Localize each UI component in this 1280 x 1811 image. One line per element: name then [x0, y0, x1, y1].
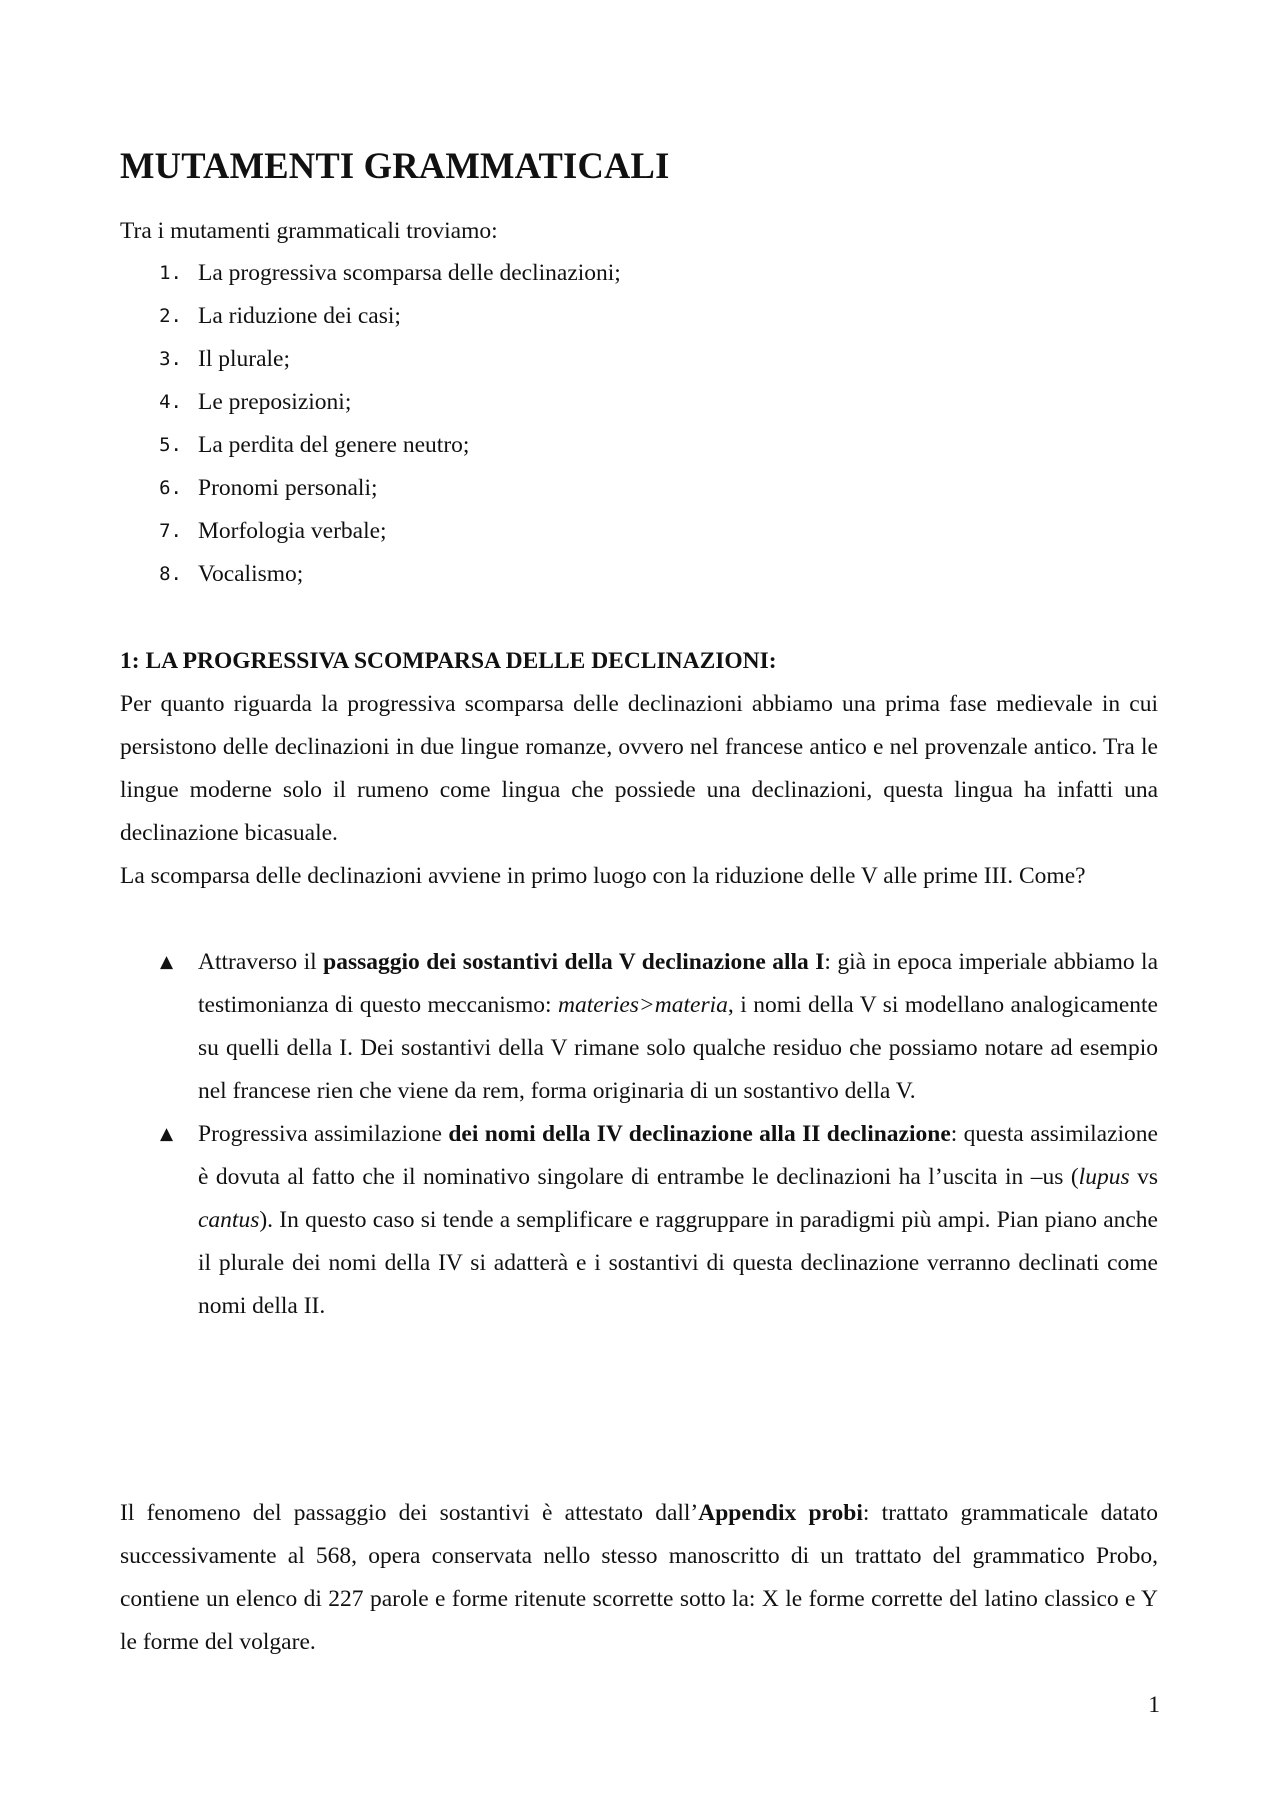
bullet-text: , i nomi della V si modellano analogicamente su quelli della I. Dei sostantivi della V rimane solo qualche residuo che possiamo notare ad esempio nel francese rien che viene da rem, forma originaria di un sostantivo della V.	[198, 992, 1158, 1104]
bullet-text: : già in epoca imperiale abbiamo la testimonianza di questo meccanismo:	[198, 949, 1159, 1018]
intro-text: Tra i mutamenti grammaticali troviamo:	[120, 218, 498, 244]
list-item	[120, 467, 621, 510]
list-number: 3.	[159, 348, 182, 370]
triangle-bullet-icon: ▲	[160, 1124, 174, 1144]
list-item-text: Le preposizioni;	[198, 389, 352, 415]
paragraph: La scomparsa delle declinazioni avviene in primo luogo con la riduzione delle V alle prime III. Come?	[120, 863, 1086, 889]
list-item	[120, 553, 621, 596]
list-item	[120, 295, 621, 338]
list-item	[120, 338, 621, 381]
list-number: 5.	[159, 434, 182, 456]
list-item-text: Vocalismo;	[198, 561, 304, 587]
section-heading: 1: LA PROGRESSIVA SCOMPARSA DELLE DECLINAZIONI:	[120, 648, 777, 674]
paragraph	[120, 1492, 1158, 1664]
bullet-item	[120, 1113, 1158, 1328]
paragraph-text: : trattato grammaticale datato successivamente al 568, opera conservata nello stesso manoscritto di un trattato del grammatico Probo, contiene un elenco di 227 parole e forme ritenute scorrette sotto la: X le forme corrette del latino classico e Y le forme del volgare.	[120, 1500, 1159, 1655]
list-number: 4.	[159, 391, 182, 413]
list-item-text: Il plurale;	[198, 346, 291, 372]
list-item	[120, 252, 621, 295]
list-item-text: Morfologia verbale;	[198, 518, 387, 544]
list-item-text: La perdita del genere neutro;	[198, 432, 470, 458]
bullet-bold-text: passaggio dei sostantivi della V declinazione alla I	[323, 949, 825, 975]
bullet-italic-text: materies>materia	[558, 992, 728, 1018]
list-item-text: La riduzione dei casi;	[198, 303, 401, 329]
bullet-text: vs	[1129, 1164, 1158, 1190]
bullet-text: ). In questo caso si tende a semplificare e raggruppare in paradigmi più ampi. Pian piano anche il plurale dei nomi della IV si adatterà e i sostantivi di questa declinazione verranno declinati come nomi della II.	[198, 1207, 1158, 1319]
page-title: MUTAMENTI GRAMMATICALI	[120, 145, 670, 186]
list-number: 7.	[159, 520, 182, 542]
page-number: 1	[1148, 1692, 1160, 1718]
paragraph-text: Il fenomeno del passaggio dei sostantivi è attestato dall’	[120, 1500, 699, 1526]
list-number: 6.	[159, 477, 182, 499]
list-number: 8.	[159, 563, 182, 585]
list-item-text: Pronomi personali;	[198, 475, 378, 501]
triangle-bullet-icon: ▲	[160, 952, 174, 972]
bullet-text: Progressiva assimilazione	[198, 1121, 449, 1147]
list-number: 2.	[159, 305, 182, 327]
bullet-text: Attraverso il	[198, 949, 324, 975]
paragraph: Per quanto riguarda la progressiva scomparsa delle declinazioni abbiamo una prima fase medievale in cui persistono delle declinazioni in due lingue romanze, ovvero nel francese antico e nel provenzale antico. Tra le lingue moderne solo il rumeno come lingua che possiede una declinazioni, questa lingua ha infatti una declinazione bicasuale.	[120, 691, 1158, 846]
bullet-item	[120, 941, 1158, 1113]
bullet-text: : questa assimilazione è dovuta al fatto che il nominativo singolare di entrambe le declinazioni ha l’uscita in –us (	[198, 1121, 1158, 1190]
list-item	[120, 381, 621, 424]
list-item	[120, 510, 621, 553]
paragraph-bold-text: Appendix probi	[698, 1500, 863, 1526]
bullet-bold-text: dei nomi della IV declinazione alla II declinazione	[448, 1121, 951, 1147]
topics-list	[120, 252, 621, 596]
list-item	[120, 424, 621, 467]
list-number: 1.	[159, 262, 182, 284]
bullet-list	[120, 941, 1158, 1328]
bullet-italic-text: cantus	[198, 1207, 260, 1233]
list-item-text: La progressiva scomparsa delle declinazioni;	[198, 260, 621, 286]
bullet-italic-text: lupus	[1078, 1164, 1130, 1190]
